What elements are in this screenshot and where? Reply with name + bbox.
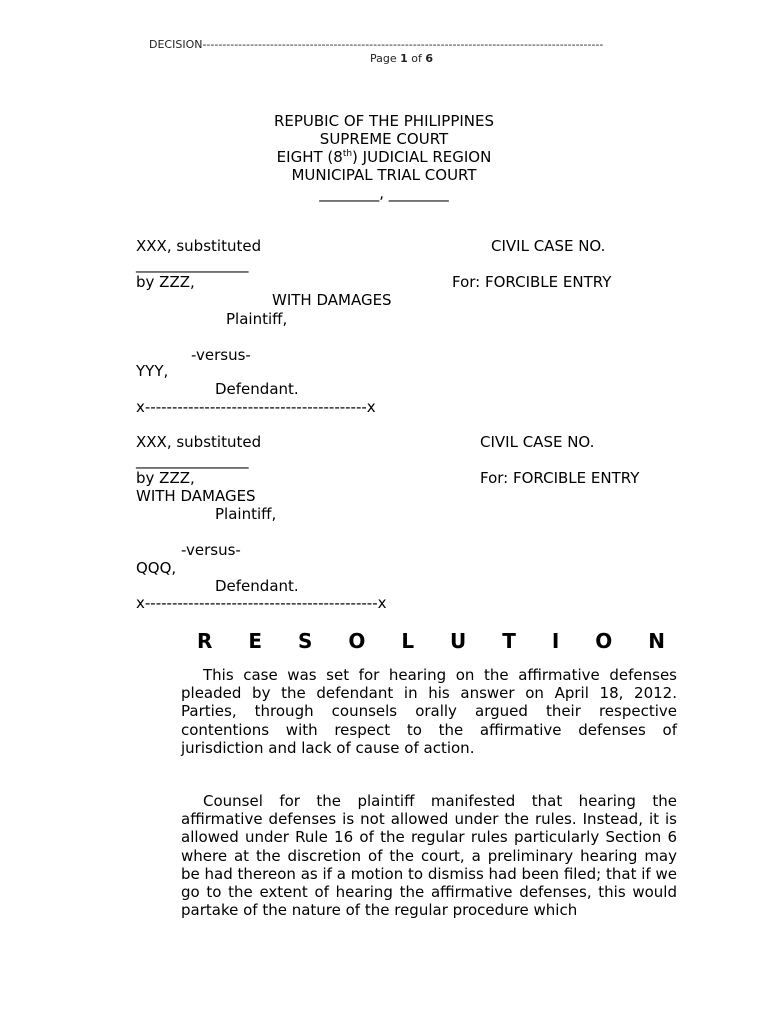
resolution-letter: U bbox=[450, 629, 467, 653]
case2-separator: x-------------------------------------------x bbox=[136, 594, 387, 612]
case1-with-damages: WITH DAMAGES bbox=[272, 291, 392, 309]
resolution-letter: L bbox=[401, 629, 415, 653]
case1-blank-line: _______________ bbox=[136, 255, 249, 273]
case1-civil-case-no: CIVIL CASE NO. bbox=[491, 237, 606, 255]
case2-defendant-name: QQQ, bbox=[136, 559, 177, 577]
resolution-title bbox=[197, 629, 665, 653]
case2-plaintiff-line1: XXX, substituted bbox=[136, 433, 262, 451]
resolution-letter: I bbox=[551, 629, 560, 653]
case2-blank-line: _______________ bbox=[136, 451, 249, 469]
case1-plaintiff-line1: XXX, substituted bbox=[136, 237, 262, 255]
case2-plaintiff-role: Plaintiff, bbox=[215, 505, 277, 523]
court-region: EIGHT (8th) JUDICIAL REGION bbox=[276, 148, 492, 166]
decision-header-line: DECISION----------------------------------------------------------------------------------------------------- bbox=[149, 38, 604, 51]
case2-defendant-role: Defendant. bbox=[215, 577, 299, 595]
case2-for-label: For: FORCIBLE ENTRY bbox=[480, 469, 640, 487]
case1-plaintiff-role: Plaintiff, bbox=[226, 310, 288, 328]
resolution-letter: T bbox=[502, 629, 516, 653]
case2-civil-case-no: CIVIL CASE NO. bbox=[480, 433, 595, 451]
court-republic: REPUBIC OF THE PHILIPPINES bbox=[273, 112, 495, 130]
page-prefix: Page bbox=[370, 52, 401, 65]
page-indicator bbox=[370, 52, 433, 65]
body-paragraph-2 bbox=[181, 792, 677, 919]
court-mtc: MUNICIPAL TRIAL COURT bbox=[291, 166, 477, 184]
court-location-blank: ________, ________ bbox=[319, 184, 449, 202]
case1-defendant-role: Defendant. bbox=[215, 380, 299, 398]
resolution-letter: O bbox=[348, 629, 366, 653]
page-total: 6 bbox=[425, 52, 434, 65]
resolution-letter: E bbox=[248, 629, 263, 653]
case1-plaintiff-line2: by ZZZ, bbox=[136, 273, 195, 291]
resolution-letter: S bbox=[297, 629, 313, 653]
resolution-letter: N bbox=[648, 629, 665, 653]
resolution-letter: R bbox=[197, 629, 213, 653]
page-of: of bbox=[407, 52, 426, 65]
resolution-letter: O bbox=[595, 629, 613, 653]
court-heading bbox=[0, 112, 768, 202]
paragraph-1-text: This case was set for hearing on the affirmative defenses pleaded by the defendant in his answer on April 18, 2012. Parties, through counsels orally argued their respective contentions with respect to the affirmative defenses of jurisdiction and lack of cause of action. bbox=[181, 666, 677, 757]
case2-plaintiff-line2: by ZZZ, bbox=[136, 469, 195, 487]
body-paragraph-1 bbox=[181, 666, 677, 757]
case2-versus: -versus- bbox=[181, 541, 241, 559]
case1-separator: x-----------------------------------------x bbox=[136, 398, 376, 416]
paragraph-2-text: Counsel for the plaintiff manifested that hearing the affirmative defenses is not allowed under the rules. Instead, it is allowed under Rule 16 of the regular rules particularly Section 6 where at the discretion of the court, a preliminary hearing may be had thereon as if a motion to dismiss had been filed; that if we go to the extent of hearing the affirmative defenses, this would partake of the nature of the regular procedure which bbox=[181, 792, 677, 920]
court-supreme: SUPREME COURT bbox=[319, 130, 449, 148]
case1-for-label: For: FORCIBLE ENTRY bbox=[452, 273, 612, 291]
page-current: 1 bbox=[400, 52, 408, 65]
case1-versus: -versus- bbox=[191, 346, 251, 364]
case1-defendant-name: YYY, bbox=[136, 362, 169, 380]
case2-with-damages: WITH DAMAGES bbox=[136, 487, 256, 505]
